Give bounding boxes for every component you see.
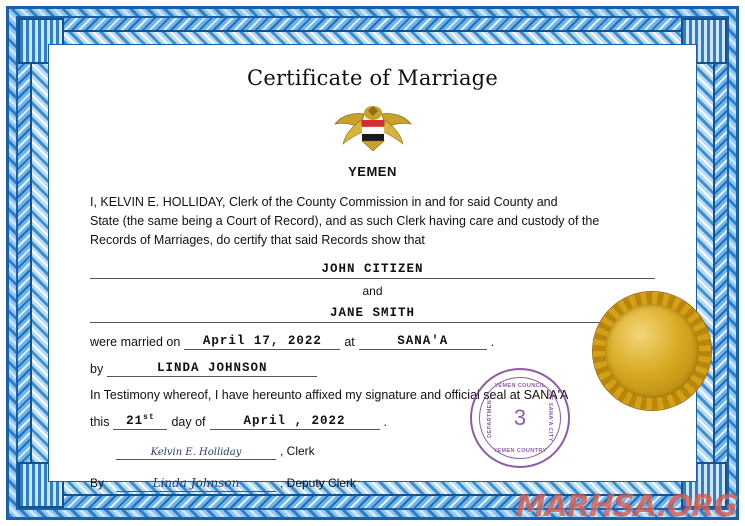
clerk-signature-row bbox=[90, 444, 655, 460]
testimony-text: In Testimony whereof, I have hereunto affixed my signature and official seal at SANA'A bbox=[90, 388, 569, 402]
gold-embossed-seal bbox=[593, 292, 711, 410]
date-row-period: . bbox=[490, 335, 495, 349]
marriage-date-value: April 17, 2022 bbox=[184, 334, 340, 350]
paragraph-line-2: State (the same being a Court of Record), and as such Clerk having care and custody of the bbox=[90, 214, 600, 228]
paragraph-line-1: I, KELVIN E. HOLLIDAY, Clerk of the County Commission in and for said County and bbox=[90, 195, 558, 209]
clerk-caption: , Clerk bbox=[280, 444, 315, 459]
officiant-value: LINDA JOHNSON bbox=[107, 361, 317, 377]
emblem-container bbox=[90, 100, 655, 156]
deputy-signature-prefix: By bbox=[90, 476, 105, 491]
official-purple-stamp bbox=[470, 368, 570, 468]
month-year-value: April , 2022 bbox=[210, 414, 380, 430]
marriage-place-value: SANA'A bbox=[359, 334, 487, 350]
married-on-label: were married on bbox=[90, 335, 181, 349]
clerk-signature-prefix bbox=[90, 458, 116, 460]
spouse-two-name: JANE SMITH bbox=[90, 306, 655, 323]
at-label: at bbox=[344, 335, 355, 349]
deputy-caption: , Deputy Clerk bbox=[280, 476, 357, 491]
certificate-title: Certificate of Marriage bbox=[247, 66, 498, 90]
country-name: YEMEN bbox=[348, 164, 397, 179]
by-label: by bbox=[90, 362, 104, 376]
spouse-one-name: JOHN CITIZEN bbox=[90, 262, 655, 279]
clerk-signature: Kelvin E. Holliday bbox=[116, 447, 276, 460]
this-label: this bbox=[90, 415, 110, 430]
deputy-signature: Linda Johnson bbox=[116, 476, 276, 492]
day-row-period: . bbox=[383, 415, 387, 430]
day-month-row bbox=[90, 413, 655, 430]
marriage-date-row bbox=[90, 334, 655, 350]
yemen-eagle-emblem-icon bbox=[331, 100, 415, 156]
stamp-text-right: OF SANA'A CITY bbox=[547, 392, 553, 442]
stamp-center-glyph: 3 bbox=[513, 405, 527, 430]
day-of-label: day of bbox=[171, 415, 206, 430]
and-connector: and bbox=[362, 284, 383, 298]
stamp-text-left: DEPARTMENT bbox=[487, 396, 493, 438]
deputy-signature-row bbox=[90, 476, 655, 492]
site-watermark: MARHSA.ORG bbox=[515, 489, 737, 524]
paragraph-line-3: Records of Marriages, do certify that said Records show that bbox=[90, 233, 425, 247]
day-number-text: 21 bbox=[126, 414, 144, 429]
certificate-content bbox=[48, 44, 697, 491]
day-number-value bbox=[113, 413, 167, 430]
stamp-text-bottom: YEMEN COUNTRY bbox=[493, 448, 547, 454]
day-ordinal-suffix: st bbox=[143, 413, 155, 422]
certification-paragraph bbox=[90, 193, 655, 250]
spouse-names-block bbox=[90, 262, 655, 323]
officiant-row bbox=[90, 361, 655, 377]
stamp-text-top: YEMEN COUNCIL bbox=[494, 383, 546, 389]
